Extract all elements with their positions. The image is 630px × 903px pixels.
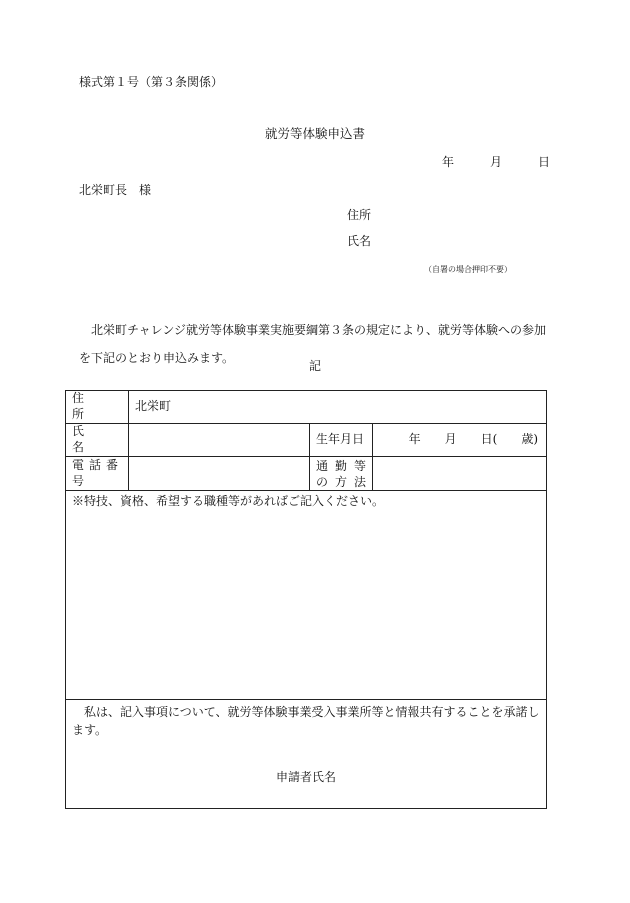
phone-field[interactable] bbox=[129, 457, 310, 491]
table-row bbox=[66, 391, 547, 424]
name-field[interactable] bbox=[129, 424, 310, 457]
addressee: 北栄町長 様 bbox=[79, 183, 152, 197]
applicant-signature-label[interactable]: 申請者氏名 bbox=[276, 770, 337, 784]
commute-label-line1: 通勤等 bbox=[316, 458, 366, 473]
commute-field[interactable] bbox=[373, 457, 547, 491]
date-month: 月 bbox=[489, 155, 502, 169]
consent-text: 私は、記入事項について、就労等体験事業受入事業所等と情報共有することを承諾します。 bbox=[72, 705, 540, 737]
form-number: 様式第１号（第３条関係） bbox=[79, 75, 224, 89]
document-title: 就労等体験申込書 bbox=[264, 126, 365, 141]
table-row bbox=[66, 491, 547, 700]
table-row bbox=[66, 424, 547, 457]
ki-label: 記 bbox=[308, 359, 321, 373]
date-day: 日 bbox=[537, 155, 550, 169]
remarks-field[interactable] bbox=[66, 491, 547, 700]
table-row bbox=[66, 700, 547, 809]
seal-note: （自署の場合押印不要） bbox=[424, 265, 512, 274]
consent-section bbox=[66, 700, 547, 809]
birth-label-cell: 生年月日 bbox=[310, 424, 373, 457]
phone-label-cell: 電話番号 bbox=[66, 457, 129, 491]
applicant-name-label: 氏名 bbox=[347, 234, 372, 248]
date-year: 年 bbox=[441, 155, 454, 169]
date-line bbox=[442, 156, 550, 168]
address-label-cell: 住 所 bbox=[66, 391, 129, 424]
applicant-address-label: 住所 bbox=[347, 208, 372, 222]
address-field[interactable]: 北栄町 bbox=[129, 391, 547, 424]
commute-label-cell bbox=[310, 457, 373, 491]
remarks-instruction: ※特技、資格、希望する職種等があればご記入ください。 bbox=[72, 494, 385, 508]
application-form-table bbox=[65, 390, 547, 809]
birth-date-field[interactable]: 年 月 日( 歳) bbox=[373, 424, 547, 457]
name-label-cell: 氏 名 bbox=[66, 424, 129, 457]
application-statement: 北栄町チャレンジ就労等体験事業実施要綱第３条の規定により、就労等体験への参加を下記のとおり申込みます。 bbox=[79, 323, 547, 365]
table-row bbox=[66, 457, 547, 491]
commute-label-line2: の方法 bbox=[316, 474, 366, 489]
